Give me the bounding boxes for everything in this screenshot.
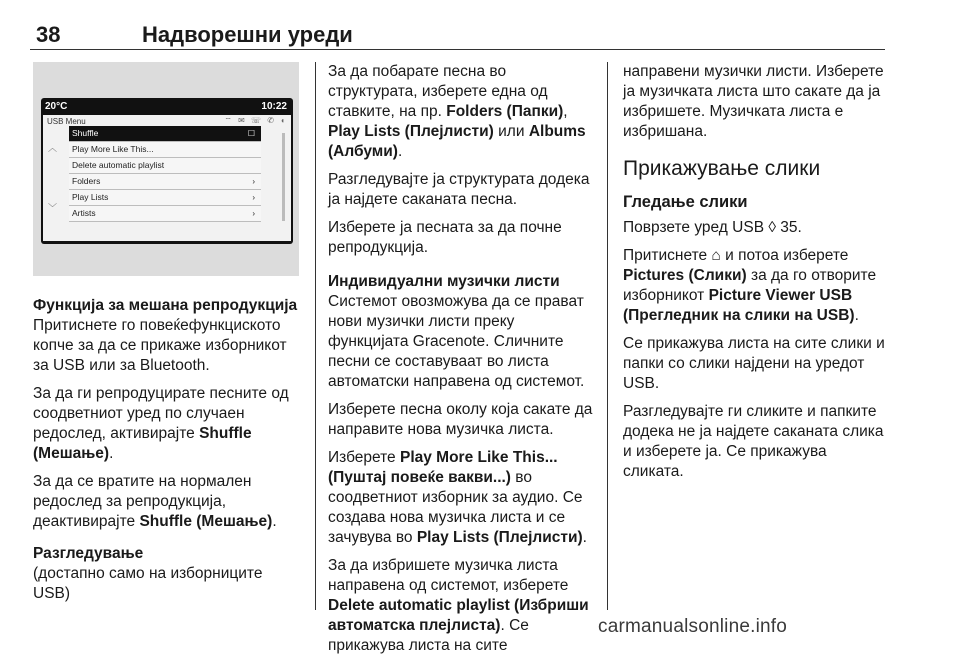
chevron-right-icon: › [252,193,255,202]
paragraph: Изберете песна околу која сакате да направите нова музичка листа. [328,401,593,438]
temperature: 20°C [45,101,68,112]
menu-list [69,126,261,222]
section-heading: Прикажување слики [623,157,821,180]
menu-item-label: Artists [72,208,96,218]
paragraph: (достапно само на изборниците USB) [33,565,263,602]
paragraph: Системот овозможува да се прават нови музички листи преку функцијата Gracenote. Сличните песни се составуваат во листа автоматски направена од системот. [328,293,585,390]
clock: 10:22 [261,101,287,112]
paragraph: направени музички листи. Изберете ја музичката листа што сакате да ја избришете. Музичката листа е избришана. [623,63,884,140]
paragraph: За да ги репродуцирате песните од соодветниот уред по случаен редослед, активирајте Shuffle (Мешање). [33,385,289,462]
heading-music-lists: Индивидуални музички листи [328,273,560,290]
menu-item-artists[interactable] [69,206,261,222]
header-divider [30,49,885,50]
usb-menu-panel [43,115,291,241]
column-2 [328,62,596,664]
menu-item-label: Play Lists [72,192,109,202]
checkbox-icon: ☐ [247,129,255,138]
usb-menu-figure [33,62,299,276]
status-bar [41,98,293,114]
paragraph: За да се вратите на нормален редослед за репродукција, деактивирајте Shuffle (Мешање). [33,473,277,530]
scroll-arrows [46,131,60,221]
column-divider [315,62,316,610]
paragraph: Се прикажува листа на сите слики и папки со слики најдени на уредот USB. [623,335,885,392]
column-1 [33,292,301,612]
status-icons: ⌔ ✉ ☏ ✆ ◖ [224,116,287,125]
chevron-right-icon: › [252,177,255,186]
paragraph: Разгледувајте ги сликите и папките додека не ја најдете саканата слика и изберете ја. Се прикажува сликата. [623,403,884,480]
menu-item-label: Delete automatic playlist [72,160,165,170]
paragraph: Притиснете ⌂ и потоа изберете Pictures (Слики) за да го отворите изборникот Picture Viewer USB (Прегледник на слики на USB). [623,247,877,324]
page-header [30,12,885,52]
paragraph: За да избришете музичка листа направена од системот, изберете Delete automatic playlist (Избриши автоматска плејлиста). Се прикажува листа на сите [328,557,589,654]
menu-item-label: Folders [72,176,101,186]
column-divider [607,62,608,610]
paragraph: За да побарате песна во структурата, изберете една од ставките, на пр. Folders (Папки), Play Lists (Плејлисти) или Albums (Албуми). [328,63,586,160]
heading-shuffle: Функција за мешана репродукција [33,297,298,314]
paragraph: Поврзете уред USB ◊ 35. [623,219,802,236]
infotainment-screen [41,98,293,244]
paragraph: Изберете Play More Like This... (Пуштај повеќе вакви...) во соодветниот изборник за аудио. Се создава нова музичка листа и се зачувува во Play Lists (Плејлисти). [328,449,587,546]
menu-item-folders[interactable] [69,174,261,190]
menu-item-shuffle[interactable] [69,126,261,142]
menu-title: USB Menu [47,117,86,126]
menu-item-delete-automatic-playlist[interactable] [69,158,261,174]
subsection-heading: Гледање слики [623,193,748,211]
paragraph: Притиснете го повеќефункциското копче за да се прикаже изборникот за USB или за Bluetooth. [33,317,287,374]
watermark: carmanualsonline.info [598,616,788,637]
scrollbar[interactable] [282,133,285,221]
menu-item-label: Shuffle [72,128,99,138]
chevron-right-icon: › [252,209,255,218]
heading-browse: Разгледување [33,545,144,562]
page-number: 38 [36,22,61,47]
chevron-down-icon[interactable]: ﹀ [48,203,58,213]
chevron-up-icon[interactable]: ︿ [48,143,58,153]
paragraph: Изберете ја песната за да почне репродукција. [328,219,562,256]
menu-item-play-more-like-this[interactable] [69,142,261,158]
menu-item-play-lists[interactable] [69,190,261,206]
paragraph: Разгледувајте ја структурата додека ја најдете саканата песна. [328,171,590,208]
menu-item-label: Play More Like This... [72,144,154,154]
page-title: Надворешни уреди [142,22,353,47]
column-3 [623,62,891,490]
